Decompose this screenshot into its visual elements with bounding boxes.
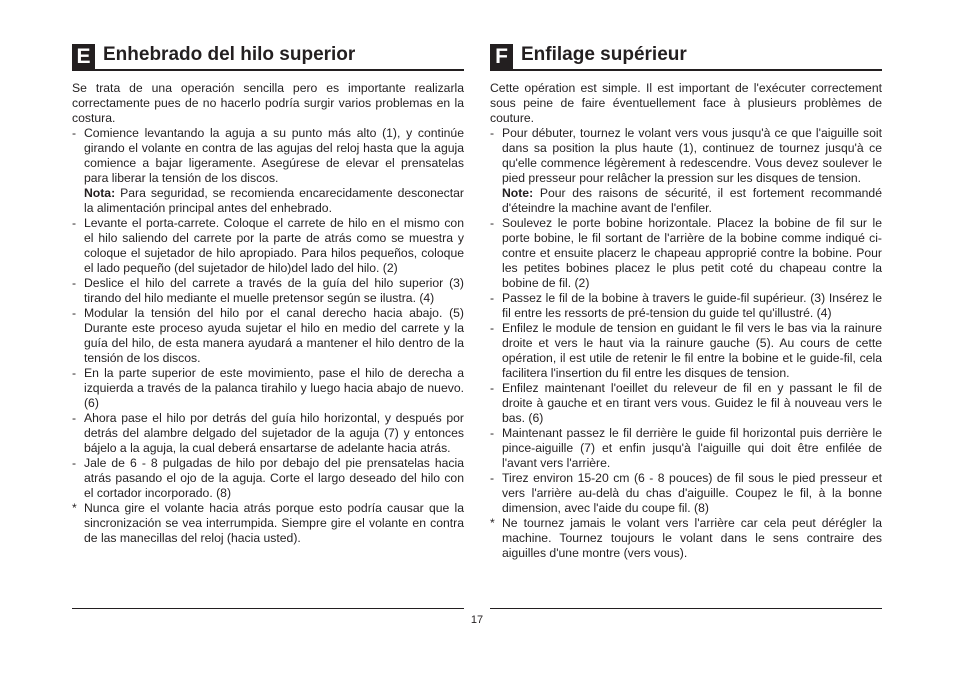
list-item-text: Nunca gire el volante hacia atrás porque esto podría causar que la sincronización se vea interrumpida. Siempre gire el volante en contra de las manecillas del reloj (hacia usted).: [84, 501, 464, 545]
section-e-bottom-rule: [72, 608, 464, 609]
list-item-marker: -: [490, 291, 495, 305]
section-f: [490, 40, 882, 561]
list-item: [72, 366, 464, 411]
list-item-text: Deslice el hilo del carrete a través de la guía del hilo superior (3) tirando del hilo mediante el muelle pretensor según se ilustra. (4): [84, 276, 464, 305]
list-item-text: Comience levantando la aguja a su punto más alto (1), y continúe girando el volante en contra de las agujas del reloj hasta que la aguja comience a bajar ligeramente. Asegúrese de elevar el prensatelas para liberar la tensión de los discos.: [84, 126, 464, 185]
list-item-marker: -: [72, 456, 77, 470]
list-item: [72, 456, 464, 501]
list-item-marker: -: [72, 276, 77, 290]
list-item: [72, 411, 464, 456]
section-e-list: [72, 126, 464, 546]
list-item-marker: -: [490, 471, 495, 485]
section-e-intro: Se trata de una operación sencilla pero es importante realizarla correctamente pues de no hacerlo podría surgir varios problemas en la costura.: [72, 81, 464, 125]
list-item-marker: -: [72, 366, 77, 380]
section-f-header: [490, 40, 882, 69]
section-e-title-rule: [72, 69, 464, 71]
note-label: Nota:: [84, 186, 116, 200]
section-e-badge: E: [72, 44, 95, 69]
section-f-title: Enfilage supérieur: [521, 44, 687, 65]
list-item: [72, 216, 464, 276]
list-item: [490, 426, 882, 471]
list-item-text: Enfilez maintenant l'oeillet du releveur de fil en y passant le fil de droite à gauche et en tirant vers vous. Guidez le fil à nouveau vers le bas. (6): [502, 381, 882, 425]
section-e-title: Enhebrado del hilo superior: [103, 44, 356, 65]
list-item-text: Levante el porta-carrete. Coloque el carrete de hilo en el mismo con el hilo saliendo del carrete por la parte de atrás como se muestra y coloque el sujetador de hilo apropiado. Para hilos pequeños, coloque el lado pequeño (del sujetador de hilo)del lado del hilo. (2): [84, 216, 464, 275]
list-item-marker: -: [490, 426, 495, 440]
list-item-text: Ahora pase el hilo por detrás del guía hilo horizontal, y después por detrás del alambre delgado del sujetador de la aguja (7) y entonces bájelo a la aguja, la cual deberá ensartarse de adelante hacia atrás.: [84, 411, 464, 455]
list-item: [72, 276, 464, 306]
section-f-intro: Cette opération est simple. Il est important de l'exécuter correctement sous peine de faire éventuellement face à plusieurs problèmes de couture.: [490, 81, 882, 125]
list-item-marker: *: [490, 516, 495, 530]
list-item: [490, 321, 882, 381]
section-f-list: [490, 126, 882, 561]
list-item: [490, 291, 882, 321]
list-item-text: Modular la tensión del hilo por el canal derecho hacia abajo. (5) Durante este proceso ayuda sujetar el hilo en medio del carrete y la guía del hilo, de esta manera ayudará a mantener el hilo dentro de la tensión de los discos.: [84, 306, 464, 365]
list-item: [490, 516, 882, 561]
list-item-marker: -: [490, 126, 495, 140]
note-text: Pour des raisons de sécurité, il est fortement recommandé d'éteindre la machine avant de l'enfiler.: [502, 186, 882, 215]
list-item: [72, 126, 464, 186]
list-item-marker: -: [490, 381, 495, 395]
section-f-body: [490, 81, 882, 561]
list-item-text: Maintenant passez le fil derrière le guide fil horizontal puis derrière le pince-aiguille (7) et enfin jusqu'à l'aiguille qui doit être enfilée de l'avant vers l'arrière.: [502, 426, 882, 470]
list-item: [72, 306, 464, 366]
list-item: [490, 126, 882, 186]
section-f-bottom-rule: [490, 608, 882, 609]
section-e-body: [72, 81, 464, 546]
section-f-badge: F: [490, 44, 513, 69]
list-item: [72, 501, 464, 546]
list-item: [490, 471, 882, 516]
list-item-text: Jale de 6 - 8 pulgadas de hilo por debajo del pie prensatelas hacia atrás pasando el ojo de la aguja. Corte el largo deseado del hilo con el cortador incorporado. (8): [84, 456, 464, 500]
list-item-text: Pour débuter, tournez le volant vers vous jusqu'à ce que l'aiguille soit dans sa position la plus haute (1), continuez de tournez jusqu'à ce qu'elle commence légèrement à redescendre. Vous devez soulever le pied presseur pour relâcher la pression sur les disques de tension.: [502, 126, 882, 185]
list-item-text: Passez le fil de la bobine à travers le guide-fil supérieur. (3) Insérez le fil entre les ressorts de pré-tension du guide tel qu'illustré. (4): [502, 291, 882, 320]
list-item-marker: -: [72, 216, 77, 230]
list-item: [490, 216, 882, 291]
note-paragraph: [72, 186, 464, 216]
list-item-text: Soulevez le porte bobine horizontale. Placez la bobine de fil sur le porte bobine, le fil sortant de l'arrière de la bobine comme indiqué ci-contre et ensuite placerz le chapeau approprié contre la bobine. Pour les petites bobines placez le plus petit coté du chapeau contre la bobine de fil. (2): [502, 216, 882, 290]
list-item-text: Ne tournez jamais le volant vers l'arrière car cela peut dérégler la machine. Tournez toujours le volant dans le sens contraire des aiguilles d'une montre (vers vous).: [502, 516, 882, 560]
page-number: 17: [470, 614, 484, 626]
section-e-header: [72, 40, 464, 69]
list-item-marker: -: [72, 411, 77, 425]
list-item-marker: -: [72, 126, 77, 140]
section-e: [72, 40, 464, 546]
list-item-marker: -: [72, 306, 77, 320]
list-item-marker: -: [490, 321, 495, 335]
list-item-text: En la parte superior de este movimiento, pase el hilo de derecha a izquierda a través de la palanca tirahilo y luego hacia abajo de nuevo. (6): [84, 366, 464, 410]
list-item: [490, 381, 882, 426]
list-item-marker: *: [72, 501, 77, 515]
list-item-text: Tirez environ 15-20 cm (6 - 8 pouces) de fil sous le pied presseur et vers l'arrière au-delà du chas d'aiguille. Coupez le fil, à la bonne dimension, avec l'aide du coupe fil. (8): [502, 471, 882, 515]
section-f-title-rule: [490, 69, 882, 71]
note-label: Note:: [502, 186, 534, 200]
note-paragraph: [490, 186, 882, 216]
list-item-marker: -: [490, 216, 495, 230]
note-text: Para seguridad, se recomienda encarecidamente desconectar la alimentación principal antes del enhebrado.: [84, 186, 464, 215]
list-item-text: Enfilez le module de tension en guidant le fil vers le bas via la rainure droite et vers le haut via la rainure gauche (5). Au cours de cette opération, il est utile de retenir le fil entre la bobine et le guide-fil, cela facilitera l'insertion du fil entre les disques de tension.: [502, 321, 882, 380]
